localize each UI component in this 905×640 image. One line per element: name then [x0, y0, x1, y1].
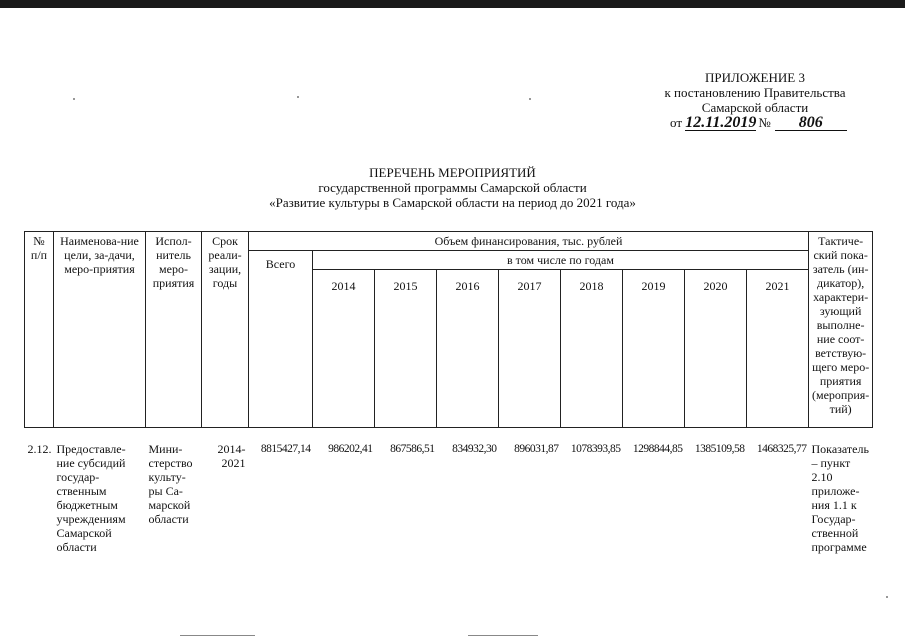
header-name: Наименова-ние цели, за-дачи, меро-приятия	[54, 232, 146, 428]
scan-bottom-mark	[180, 635, 255, 636]
row-indicator: Показатель – пункт 2.10 приложе-ния 1.1 к Государ-ственной программе	[811, 442, 869, 554]
heading-line-1: ПЕРЕЧЕНЬ МЕРОПРИЯТИЙ	[369, 165, 536, 180]
row-value-2019: 1298844,85	[632, 443, 683, 455]
scan-top-border	[0, 0, 905, 8]
header-executor: Испол-нитель меро-приятия	[146, 232, 202, 428]
scan-speck	[73, 98, 75, 100]
header-year-2017: 2017	[499, 270, 561, 428]
header-year-2021: 2021	[747, 270, 809, 428]
row-number: 2.12.	[27, 442, 52, 456]
document-heading	[0, 165, 905, 210]
appendix-line-3: Самарской области	[701, 100, 809, 115]
header-by-years: в том числе по годам	[313, 251, 809, 270]
header-year-2014: 2014	[313, 270, 375, 428]
appendix-title: ПРИЛОЖЕНИЕ 3	[705, 70, 805, 85]
row-name: Предоставле-ние субсидий государ-ственным бюджетным учреждениям Самарской области	[56, 442, 126, 554]
date-prefix: от	[670, 115, 683, 130]
row-value-2016: 834932,30	[452, 443, 497, 455]
handwritten-date: 12.11.2019	[685, 114, 757, 131]
header-year-2016: 2016	[437, 270, 499, 428]
header-funding: Объем финансирования, тыс. рублей	[249, 232, 809, 251]
row-total: 8815427,14	[260, 443, 311, 455]
row-value-2018: 1078393,85	[570, 443, 621, 455]
table-row	[25, 428, 873, 557]
row-value-2014: 986202,41	[328, 443, 373, 455]
header-indicator: Тактиче-ский пока-затель (ин-дикатор), характери-зующий выполне-ние соот-ветствую-щего меро-приятия (мероприя-тий)	[809, 232, 873, 428]
row-value-2015: 867586,51	[390, 443, 435, 455]
appendix-line-2: к постановлению Правительства	[664, 85, 846, 100]
measures-table	[24, 231, 873, 556]
header-year-2020: 2020	[685, 270, 747, 428]
appendix-date-line	[640, 115, 870, 131]
row-executor: Мини-стерство культу-ры Са-марской области	[148, 442, 193, 526]
scan-speck	[886, 596, 888, 598]
row-value-2017: 896031,87	[514, 443, 559, 455]
heading-line-2: государственной программы Самарской области	[318, 180, 587, 195]
handwritten-number: 806	[775, 115, 847, 131]
header-term: Срок реали-зации, годы	[202, 232, 249, 428]
row-term: 2014-2021	[217, 442, 246, 470]
row-value-2020: 1385109,58	[694, 443, 745, 455]
header-number: № п/п	[25, 232, 54, 428]
number-prefix: №	[758, 115, 771, 130]
header-total: Всего	[249, 251, 313, 428]
header-year-2018: 2018	[561, 270, 623, 428]
appendix-block	[640, 70, 870, 131]
scan-speck	[297, 96, 299, 98]
scan-speck	[529, 98, 531, 100]
heading-line-3: «Развитие культуры в Самарской области на период до 2021 года»	[269, 195, 636, 210]
header-year-2019: 2019	[623, 270, 685, 428]
row-value-2021: 1468325,77	[756, 443, 807, 455]
scan-bottom-mark	[468, 635, 538, 636]
header-year-2015: 2015	[375, 270, 437, 428]
